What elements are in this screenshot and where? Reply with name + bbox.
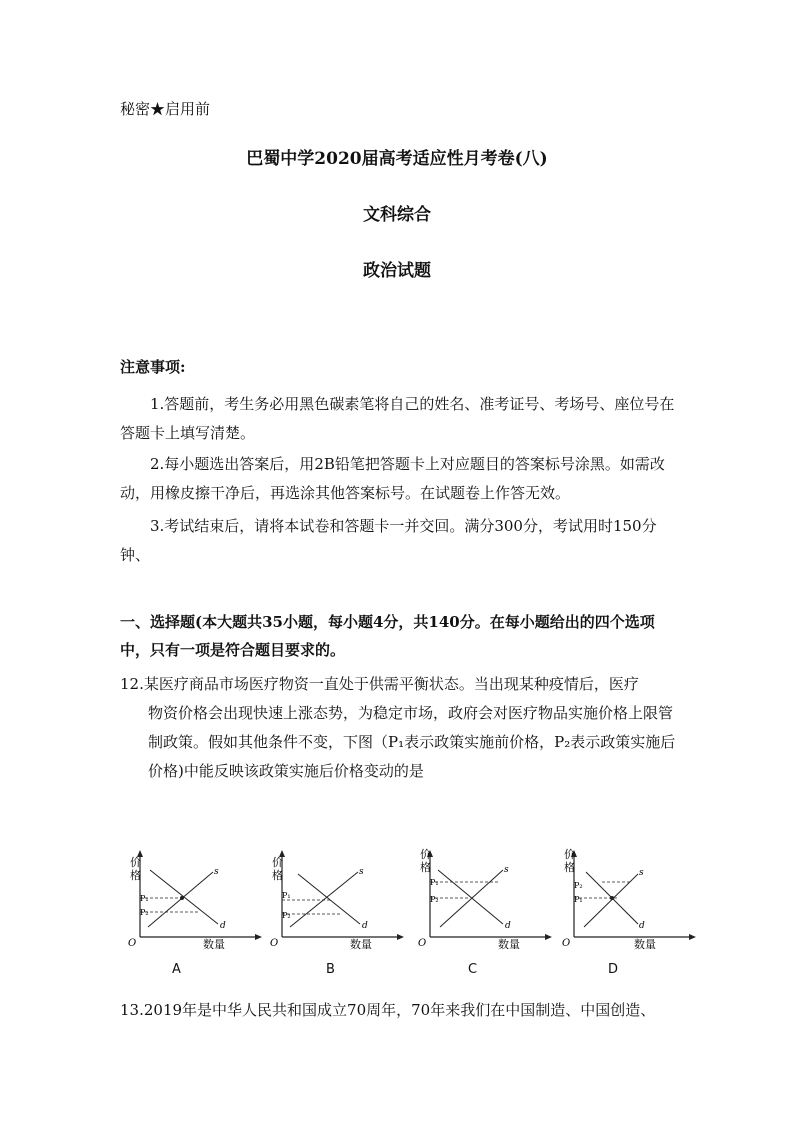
option-c-label: C (468, 962, 478, 977)
exam-part: 政治试题 (363, 261, 431, 281)
p1-label: P₁ (430, 878, 439, 887)
question-13: 13.2019年是中华人民共和国成立70周年，70年来我们在中国制造、中国创造、 (120, 1001, 656, 1019)
p2-label: P₂ (430, 895, 439, 904)
x-axis-arrow (255, 934, 262, 940)
demand-curve (438, 870, 503, 924)
option-d-label: D (608, 962, 619, 977)
supply-curve (148, 872, 213, 927)
y-label-2: 格 (272, 869, 283, 882)
note-item-3: 3.考试结束后，请将本试卷和答题卡一并交回。满分300分，考试用时150分钟、 (120, 517, 657, 564)
x-label: 数量 (634, 938, 656, 951)
supply-curve (290, 872, 358, 927)
p2-label: P₂ (140, 908, 149, 917)
x-label: 数量 (203, 938, 225, 951)
supply-label: s (214, 867, 219, 877)
option-b-label: B (326, 962, 335, 977)
y-label-2: 格 (130, 869, 141, 882)
graph-option-a (128, 842, 278, 952)
p2-label: P₂ (574, 881, 583, 890)
origin-label: O (562, 938, 571, 949)
question-12 (120, 670, 682, 786)
y-label-1: 价 (564, 848, 575, 861)
supply-curve (440, 870, 503, 927)
y-label-2: 格 (564, 861, 575, 874)
option-a-label: A (172, 962, 181, 977)
demand-curve (150, 870, 218, 924)
demand-label: d (220, 921, 226, 931)
confidential-mark: 秘密★启用前 (120, 100, 211, 118)
demand-label: d (505, 921, 511, 931)
demand-label: d (362, 921, 368, 931)
y-label-1: 价 (272, 856, 283, 869)
x-axis-arrow (689, 934, 696, 940)
p1-label: P₁ (282, 891, 291, 900)
exam-title: 巴蜀中学2020届高考适应性月考卷(八) (246, 149, 548, 169)
p1-label: P₁ (140, 894, 149, 903)
graph-option-d (562, 842, 712, 952)
x-label: 数量 (350, 938, 372, 951)
section-heading: 一、选择题(本大题共35小题，每小题4分，共140分。在每小题给出的四个选项中，只有一项是符合题目要求的。 (120, 613, 655, 659)
graph-option-c (418, 842, 571, 952)
notes-heading: 注意事项: (120, 358, 186, 376)
p2-label: P₂ (282, 911, 291, 920)
origin-label: O (418, 938, 427, 949)
exam-subject: 文科综合 (363, 205, 431, 225)
origin-label: O (270, 938, 279, 949)
demand-label: d (639, 921, 645, 931)
note-item-2: 2.每小题选出答案后，用2B铅笔把答题卡上对应题目的答案标号涂黑。如需改动，用橡皮擦干净后，再选涂其他答案标号。在试题卷上作答无效。 (120, 455, 665, 502)
p1-label: P₁ (574, 895, 583, 904)
equilibrium-point (610, 896, 614, 900)
supply-label: s (359, 867, 364, 877)
x-axis-arrow (397, 934, 404, 940)
x-axis-arrow (545, 934, 552, 940)
y-label-2: 格 (420, 861, 431, 874)
equilibrium-point (180, 896, 184, 900)
origin-label: O (128, 938, 137, 949)
graph-option-b (270, 842, 420, 952)
y-label-1: 价 (130, 856, 141, 869)
question-12-body: 物资价格会出现快速上涨态势，为稳定市场，政府会对医疗物品实施价格上限管制政策。假如其他条件不变，下图（P₁表示政策实施前价格，P₂表示政策实施后价格)中能反映该政策实施后价格变动的是 (148, 704, 676, 780)
supply-label: s (639, 868, 644, 878)
y-label-1: 价 (420, 848, 431, 861)
question-12-first-line: 12.某医疗商品市场医疗物资一直处于供需平衡状态。当出现某种疫情后，医疗 (120, 675, 639, 693)
supply-label: s (504, 865, 509, 875)
demand-curve (298, 874, 360, 924)
note-item-1: 1.答题前，考生务必用黑色碳素笔将自己的姓名、准考证号、考场号、座位号在答题卡上填写清楚。 (120, 395, 675, 442)
x-label: 数量 (498, 938, 520, 951)
